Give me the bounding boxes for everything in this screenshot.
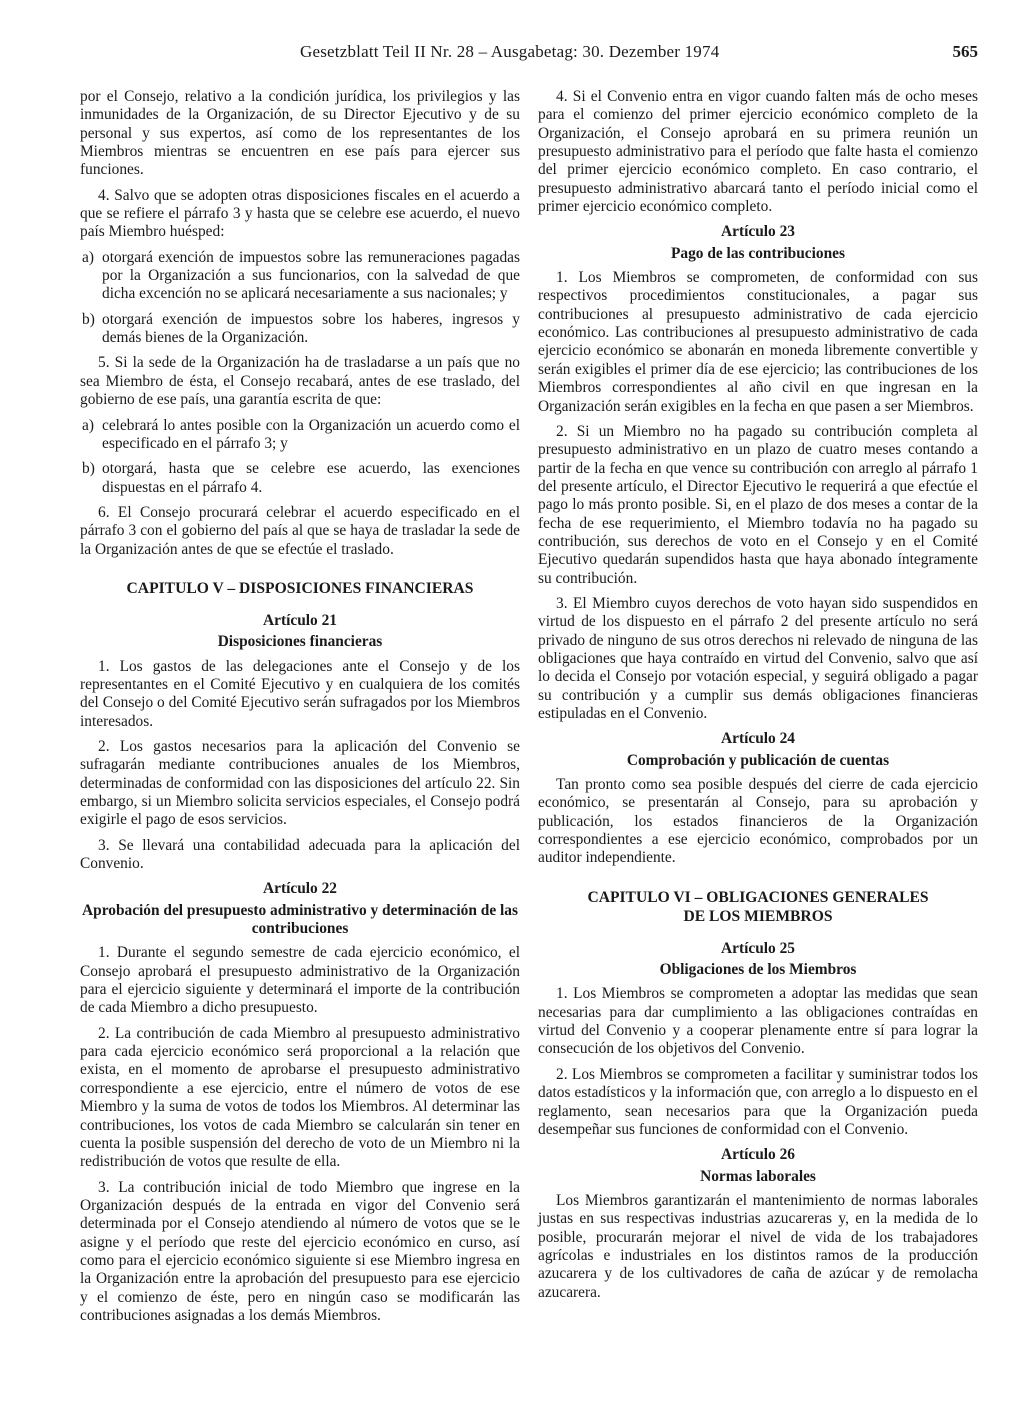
article-title: Aprobación del presupuesto administrativo y determinación de las contribuciones xyxy=(82,901,518,938)
chapter-heading: CAPITULO V – DISPOSICIONES FINANCIERAS xyxy=(126,579,474,597)
article-title: Disposiciones financieras xyxy=(217,633,383,651)
list-item-text: otorgará exención de impuestos sobre los haberes, ingresos y demás bienes de la Organización. xyxy=(102,310,520,347)
running-title: Gesetzblatt Teil II Nr. 28 – Ausgabetag: 30. Dezember 1974 xyxy=(300,42,720,61)
left-column xyxy=(80,88,520,1332)
paragraph: 2. Los gastos necesarios para la aplicación del Convenio se sufragarán mediante contribuciones anuales de los Miembros, determinadas de conformidad con las disposiciones del artículo 22. Sin embargo, si un Miembro solicita servicios especiales, el Consejo podrá exigirle el pago de esos servicios. xyxy=(80,737,520,829)
paragraph: 5. Si la sede de la Organización ha de trasladarse a un país que no sea Miembro de ésta, el Consejo recabará, antes de ese traslado, del gobierno de ese país, una garantía escrita de que: xyxy=(80,354,520,409)
paragraph: 6. El Consejo procurará celebrar el acuerdo especificado en el párrafo 3 con el gobierno del país al que se haya de trasladar la sede de la Organización antes de que se efectúe el traslado. xyxy=(80,503,520,558)
paragraph: 4. Salvo que se adopten otras disposiciones fiscales en el acuerdo a que se refiere el párrafo 3 y hasta que se celebre ese acuerdo, el nuevo país Miembro huésped: xyxy=(80,186,520,241)
right-column xyxy=(538,88,978,1309)
paragraph: 2. Los Miembros se comprometen a facilitar y suministrar todos los datos estadísticos y la información que, con arreglo a lo dispuesto en el reglamento, sean necesarios para que la Organización pueda desempeñar sus funciones de conformidad con el Convenio. xyxy=(538,1065,978,1138)
paragraph: Los Miembros garantizarán el mantenimiento de normas laborales justas en sus respectivas industrias azucareras y, en la medida de lo posible, procurarán mejorar el nivel de vida de los trabajadores agrícolas e industriales en los distintos ramos de la producción azucarera y de los cultivadores de caña de azúcar y de remolacha azucarera. xyxy=(538,1191,978,1301)
list-item-label: a) xyxy=(82,248,94,266)
article-number: Artículo 22 xyxy=(263,880,337,898)
page-number: 565 xyxy=(952,42,978,61)
paragraph: 2. La contribución de cada Miembro al presupuesto administrativo para cada ejercicio económico será proporcional a la relación que exista, en el momento de aprobarse el presupuesto administrativo correspondiente a ese ejercicio, entre el número de votos de ese Miembro y la suma de votos de todos los Miembros. Al determinar las contribuciones, los votos de cada Miembro se calcularán sin tener en cuenta la posible suspensión del derecho de voto de un Miembro ni la redistribución de votos que resulte de ella. xyxy=(80,1024,520,1171)
list-item xyxy=(80,460,520,497)
article-title: Comprobación y publicación de cuentas xyxy=(626,751,890,769)
paragraph: Tan pronto como sea posible después del cierre de cada ejercicio económico, se presentarán al Consejo, para su aprobación y publicación, los estados financieros de la Organización correspondientes a ese ejercicio económico, comprobados por un auditor independiente. xyxy=(538,776,978,867)
list-item-text: celebrará lo antes posible con la Organización un acuerdo como el especificado en el párrafo 3; y xyxy=(102,416,520,452)
article-number: Artículo 23 xyxy=(721,223,795,241)
paragraph: 4. Si el Convenio entra en vigor cuando falten más de ocho meses para el comienzo del primer ejercicio económico completo de la Organización, el Consejo aprobará en su primera reunión un presupuesto administrativo para el período que falte hasta el comienzo del primer ejercicio económico completo. En caso contrario, el presupuesto administrativo abarcará tanto el período inicial como el primer ejercicio económico completo. xyxy=(538,88,978,216)
paragraph: 1. Los Miembros se comprometen a adoptar las medidas que sean necesarias para dar cumplimiento a las obligaciones contraídas en virtud del Convenio y a cooperar plenamente entre sí para lograr la consecución de los objetivos del Convenio. xyxy=(538,985,978,1058)
list-item-label: b) xyxy=(82,460,95,478)
paragraph: 1. Los gastos de las delegaciones ante el Consejo y de los representantes en el Comité Ejecutivo y en cualquiera de los comités del Consejo o del Comité Ejecutivo serán sufragados por los Miembros interesados. xyxy=(80,657,520,730)
list-item xyxy=(80,311,520,348)
article-title: Normas laborales xyxy=(700,1167,816,1185)
article-number: Artículo 21 xyxy=(263,611,337,629)
list-item-text: otorgará, hasta que se celebre ese acuerdo, las exenciones dispuestas en el párrafo 4. xyxy=(102,460,520,496)
chapter-heading-line: CAPITULO VI – OBLIGACIONES GENERALES xyxy=(587,888,929,906)
list-item-label: b) xyxy=(82,310,95,328)
chapter-heading xyxy=(538,888,978,926)
list-item xyxy=(80,417,520,454)
list-item-text: otorgará exención de impuestos sobre las remuneraciones pagadas por la Organización a sus funcionarios, con la salvedad de que dicha excención no se aplicará necesariamente a sus nacionales; y xyxy=(102,248,520,303)
list-item xyxy=(80,249,520,304)
list-item-label: a) xyxy=(82,416,94,434)
paragraph: 2. Si un Miembro no ha pagado su contribución completa al presupuesto administrativo en un plazo de cuatro meses contando a partir de la fecha en que vence su contribución con arreglo al párrafo 1 del presente artículo, el Director Ejecutivo le requerirá a que efectúe el pago lo más pronto posible. Si, en el plazo de dos meses a contar de la fecha de ese requerimiento, el Miembro todavía no ha pagado su contribución, sus derechos de voto en el Consejo y en el Comité Ejecutivo quedarán supendidos hasta que haya abonado íntegramente su contribución. xyxy=(538,422,978,587)
article-number: Artículo 24 xyxy=(721,730,795,748)
article-title: Pago de las contribuciones xyxy=(670,244,845,262)
paragraph: 3. La contribución inicial de todo Miembro que ingrese en la Organización después de la entrada en vigor del Convenio será determinada por el Consejo atendiendo al número de votos que se le asigne y el período que reste del ejercicio económico en curso, así como para el ejercicio económico siguiente si ese Miembro ingresa en la Organización entre la aprobación del presupuesto para ese ejercicio y el comienzo de éste, pero en ningún caso se modificarán las contribuciones asignadas a los demás Miembros. xyxy=(80,1178,520,1324)
article-title: Obligaciones de los Miembros xyxy=(659,961,857,979)
article-number: Artículo 25 xyxy=(721,939,795,957)
paragraph: 3. Se llevará una contabilidad adecuada para la aplicación del Convenio. xyxy=(80,836,520,873)
paragraph: 1. Los Miembros se comprometen, de conformidad con sus respectivos procedimientos constitucionales, a pagar sus contribuciones al presupuesto administrativo de cada ejercicio económico. Las contribuciones al presupuesto administrativo de cada ejercicio económico se abonarán en moneda libremente convertible y serán exigibles el primer día de ese ejercicio; las contribuciones de los Miembros correspondientes al año civil en que ingresan en la Organización serán exigibles en la fecha en que pasen a ser Miembros. xyxy=(538,269,978,415)
paragraph: por el Consejo, relativo a la condición jurídica, los privilegios y las inmunidades de la Organización, de su Director Ejecutivo y de su personal y sus expertos, así como de los representantes de los Miembros mientras se encuentren en ese país para ejercer sus funciones. xyxy=(80,88,520,179)
paragraph: 1. Durante el segundo semestre de cada ejercicio económico, el Consejo aprobará el presupuesto administrativo de la Organización para el ejercicio siguiente y determinará el importe de la contribución de cada Miembro a dicho presupuesto. xyxy=(80,944,520,1017)
article-number: Artículo 26 xyxy=(721,1146,795,1164)
page-header xyxy=(80,42,980,72)
paragraph: 3. El Miembro cuyos derechos de voto hayan sido suspendidos en virtud de los dispuesto en el párrafo 2 del presente artículo no será privado de ninguno de sus otros derechos ni relevado de ninguna de las obligaciones que haya contraído en virtud del Convenio, salvo que así lo decida el Consejo por votación especial, y seguirá obligado a pagar su contribución y a cumplir sus demás obligaciones financieras estipuladas en el Convenio. xyxy=(538,594,978,722)
chapter-heading-line: DE LOS MIEMBROS xyxy=(683,907,833,925)
